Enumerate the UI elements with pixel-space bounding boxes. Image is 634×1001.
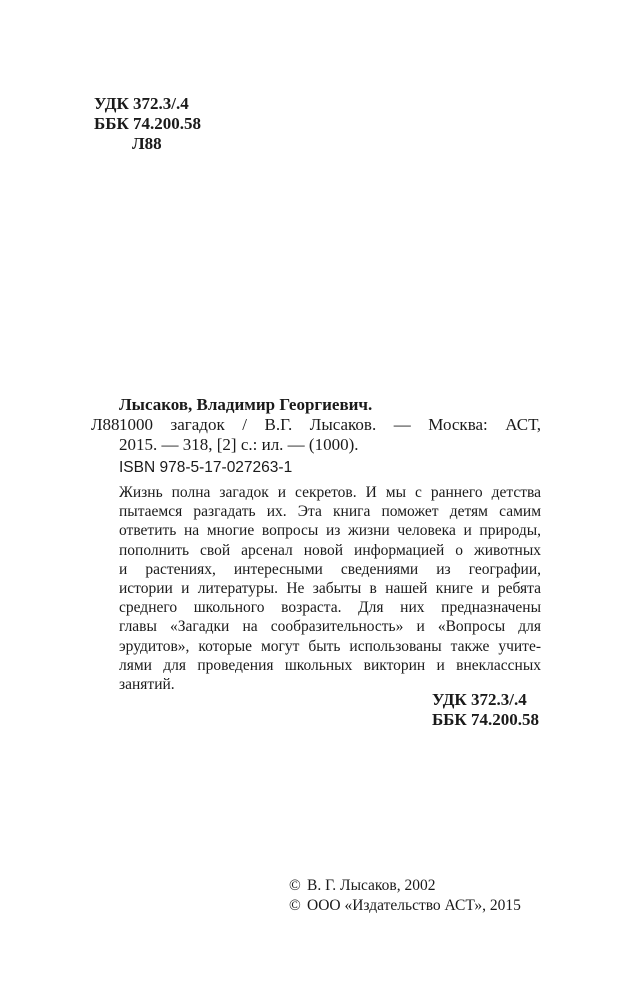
annotation-line: Жизнь полна загадок и секретов. И мы с раннего детства — [119, 484, 541, 501]
catalog-entry — [91, 395, 541, 694]
bibliographic-description — [91, 415, 541, 455]
bbk-code-bottom: ББК 74.200.58 — [431, 710, 539, 729]
annotation-line: главы «Загадки на сообразительность» и «Вопросы для — [119, 618, 541, 636]
author-mark: Л88 — [132, 134, 162, 153]
copyright-author: В. Г. Лысаков, 2002 — [307, 877, 436, 894]
annotation-line: истории и литературы. Не забыты в нашей книге и ребята — [119, 580, 541, 598]
classification-codes-bottom — [432, 690, 539, 730]
copyright-publisher: ООО «Издательство АСТ», 2015 — [307, 897, 521, 914]
copyright-notice — [289, 876, 521, 916]
annotation-line: пополнить свой арсенал новой информацией о животных — [119, 541, 541, 559]
copyright-symbol: © — [289, 897, 301, 914]
copyright-symbol: © — [289, 877, 301, 894]
annotation-line: среднего школьного возраста. Для них предназначены — [119, 599, 541, 617]
biblio-line-1: 1000 загадок / В.Г. Лысаков. — Москва: АСТ, — [119, 415, 541, 434]
udk-code-bottom: УДК 372.3/.4 — [431, 690, 527, 709]
annotation-line: лями для проведения школьных викторин и внеклассных — [119, 656, 541, 674]
annotation-line: эрудитов», которые могут быть использованы также учите- — [119, 637, 541, 655]
isbn: ISBN 978-5-17-027263-1 — [119, 459, 293, 476]
copyright-line-publisher — [289, 896, 521, 916]
bbk-code: ББК 74.200.58 — [94, 114, 202, 133]
author-heading: Лысаков, Владимир Георгиевич. — [119, 395, 373, 414]
annotation-line: ответить на многие вопросы из жизни человека и природы, — [119, 522, 541, 540]
copyright-line-author — [289, 876, 521, 896]
annotation-line: занятий. — [119, 676, 175, 694]
udk-code: УДК 372.3/.4 — [94, 94, 189, 113]
biblio-line-2: 2015. — 318, [2] с.: ил. — (1000). — [119, 435, 359, 454]
annotation — [91, 483, 541, 694]
classification-codes-top — [94, 94, 201, 154]
annotation-line: пытаемся разгадать их. Эта книга поможет детям самим — [119, 503, 541, 521]
annotation-line: и растениях, интересными сведениями из географии, — [119, 560, 541, 578]
entry-author-mark: Л88 — [91, 415, 120, 434]
